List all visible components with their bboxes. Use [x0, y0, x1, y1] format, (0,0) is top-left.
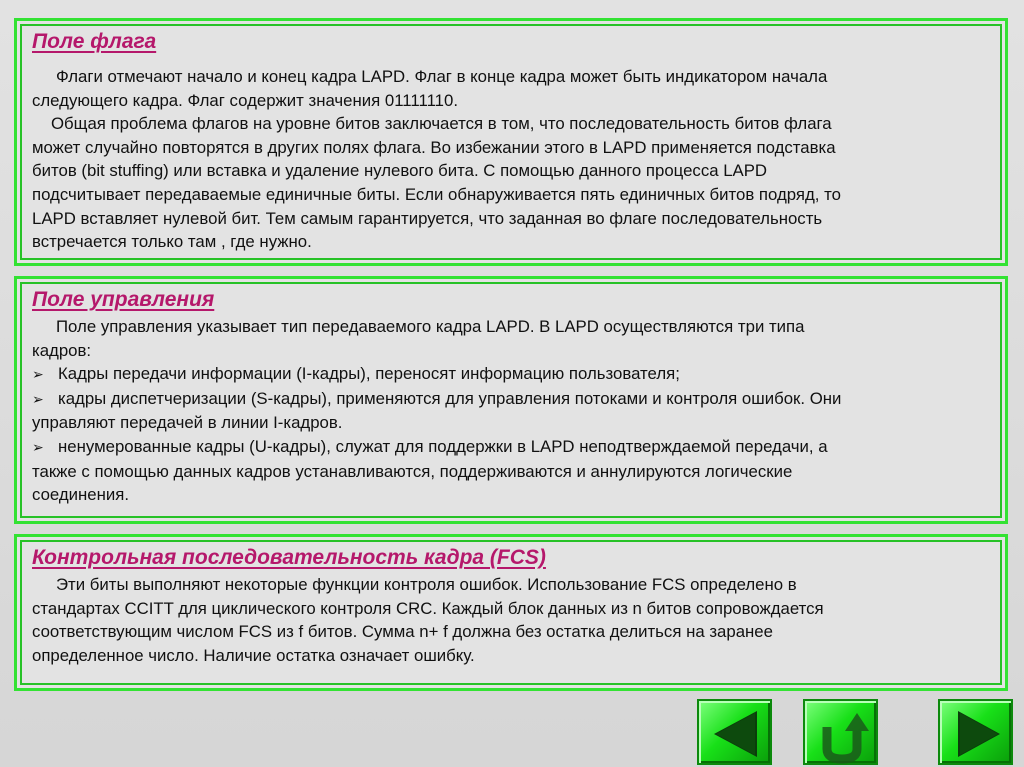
flag-field-title: Поле флага: [32, 30, 157, 53]
text-line: может случайно повторятся в других полях флага. Во избежании этого в LAPD применяется подставка: [32, 137, 836, 157]
text-line: Эти биты выполняют некоторые функции контроля ошибок. Использование FCS определено в: [56, 575, 797, 594]
previous-slide-button[interactable]: [697, 699, 772, 765]
text-line: управляют передачей в линии I-кадров.: [32, 413, 343, 433]
fcs-text: [32, 573, 989, 667]
text-line: также с помощью данных кадров устанавливаются, поддерживаются и аннулируются логические: [32, 461, 793, 481]
text-line: Флаги отмечают начало и конец кадра LAPD. Флаг в конце кадра может быть индикатором начала: [56, 67, 828, 86]
return-arrow-icon: [805, 701, 880, 767]
text-line: Поле управления указывает тип передаваемого кадра LAPD. В LAPD осуществляются три типа: [56, 317, 805, 336]
bullet-item: [32, 435, 989, 460]
text-line: следующего кадра. Флаг содержит значения 01111110.: [32, 90, 458, 110]
return-button[interactable]: [803, 699, 878, 765]
bullet-text: Кадры передачи информации (I-кадры), переносят информацию пользователя;: [58, 364, 680, 384]
bullet-arrow-icon: ➢: [32, 438, 44, 455]
text-line: соответствующим числом FCS из f битов. Сумма n+ f должна без остатка делиться на заранее: [32, 622, 773, 642]
text-line: Общая проблема флагов на уровне битов заключается в том, что последовательность битов флага: [51, 114, 832, 134]
next-slide-button[interactable]: [938, 699, 1013, 765]
text-line: стандартах CCITT для циклического контроля CRC. Каждый блок данных из n битов сопровождается: [32, 598, 824, 618]
bullet-item: [32, 362, 989, 387]
flag-field-text: [32, 65, 989, 254]
bullet-arrow-icon: ➢: [32, 390, 44, 407]
flag-field-panel: [14, 18, 1008, 266]
arrow-right-icon: [940, 701, 1015, 767]
control-field-text: [32, 315, 989, 507]
control-field-title: Поле управления: [32, 288, 215, 311]
bullet-text: кадры диспетчеризации (S-кадры), применяются для управления потоками и контроля ошибок. Они: [58, 388, 842, 408]
text-line: битов (bit stuffing) или вставка и удаление нулевого бита. С помощью данного процесса LAPD: [32, 161, 768, 181]
fcs-panel: [14, 534, 1008, 691]
fcs-title: Контрольная последовательность кадра (FCS): [32, 546, 546, 569]
bullet-text: ненумерованные кадры (U-кадры), служат для поддержки в LAPD неподтверждаемой передачи, а: [58, 436, 828, 456]
text-line: кадров:: [32, 340, 92, 360]
control-field-panel: [14, 276, 1008, 524]
bullet-arrow-icon: ➢: [32, 366, 44, 383]
text-line: LAPD вставляет нулевой бит. Тем самым гарантируется, что заданная во флаге последовательность: [32, 208, 823, 228]
text-line: встречается только там , где нужно.: [32, 232, 312, 252]
bullet-item: [32, 387, 989, 412]
arrow-left-icon: [699, 701, 774, 767]
text-line: определенное число. Наличие остатка означает ошибку.: [32, 645, 475, 665]
text-line: подсчитывает передаваемые единичные биты. Если обнаруживается пять единичных битов подряд, то: [32, 184, 841, 204]
text-line: соединения.: [32, 485, 130, 505]
